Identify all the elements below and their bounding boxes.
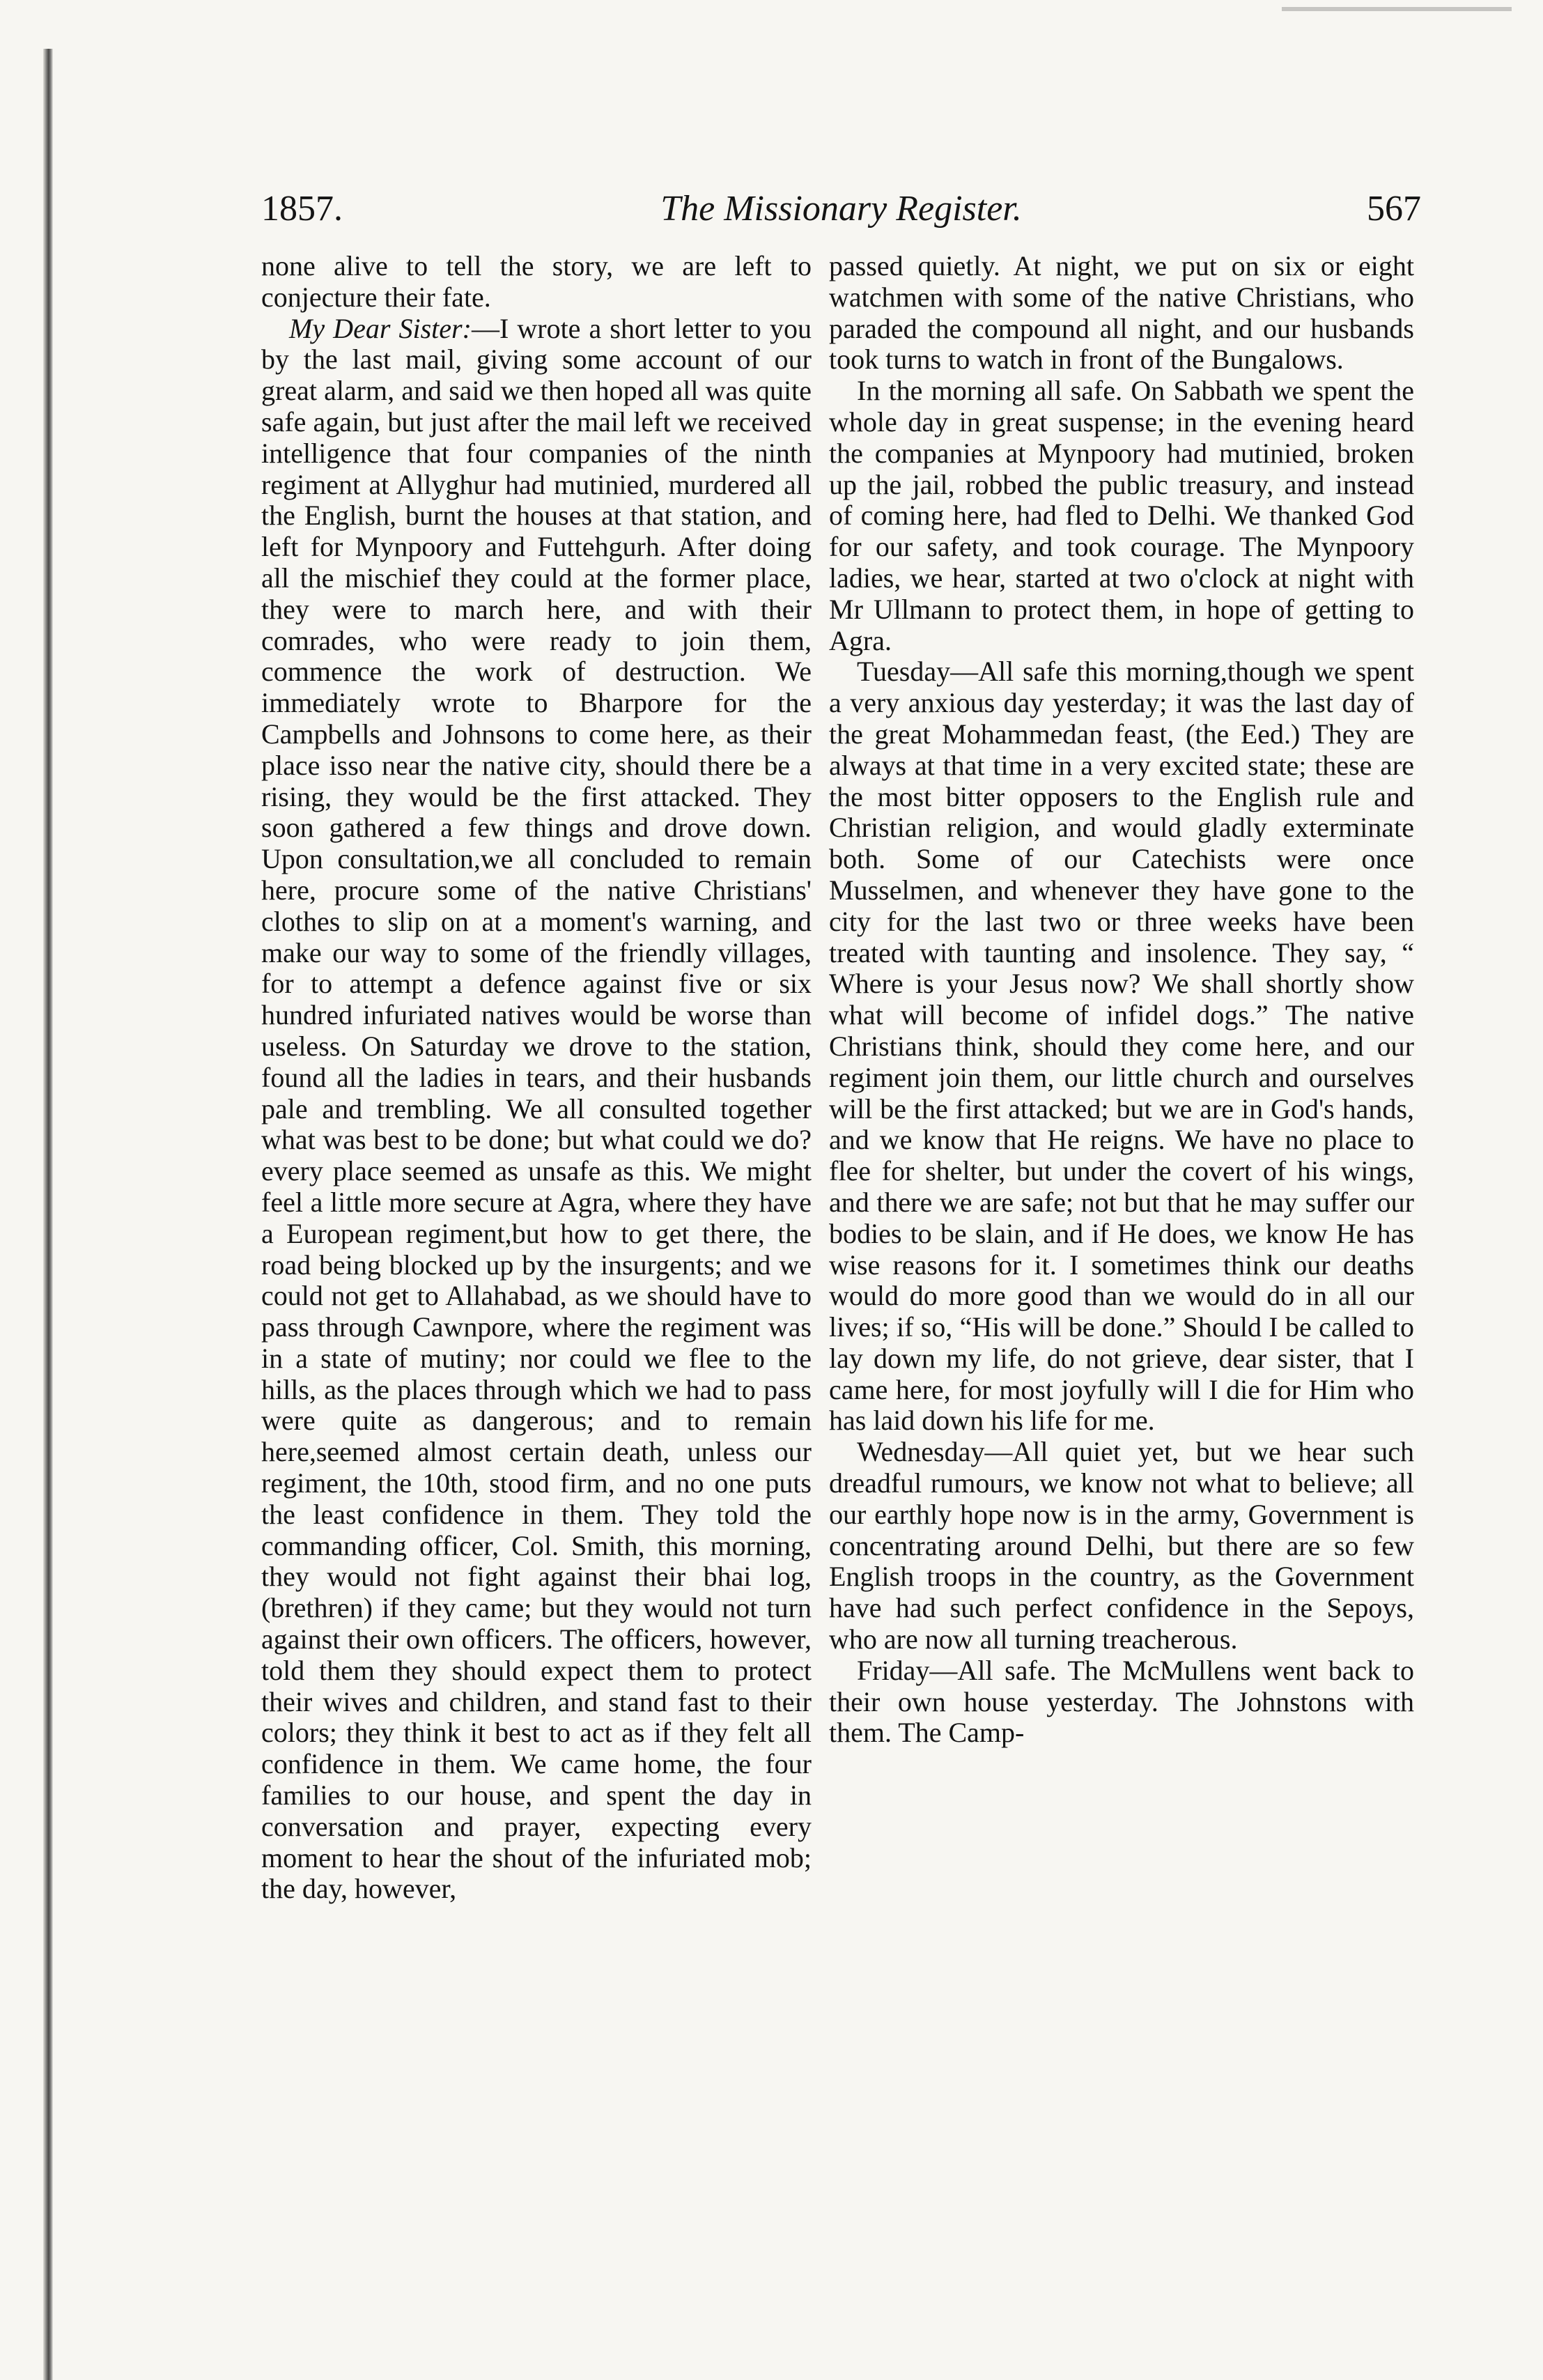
left-column <box>261 251 812 2355</box>
paragraph: Friday—All safe. The McMullens went back to their own house yesterday. The Johnstons with them. The Camp- <box>829 1654 1414 1749</box>
paragraph: passed quietly. At night, we put on six or eight watchmen with some of the native Christians, who paraded the compound all night, and our husbands took turns to watch in front of the Bungalows. <box>829 251 1414 376</box>
paragraph: none alive to tell the story, we are left to conjecture their fate. <box>261 251 812 313</box>
journal-title: The Missionary Register. <box>660 189 1022 229</box>
letter-text: —I wrote a short letter to you by the last mail, giving some account of our great alarm, and said we then hoped all was quite safe again, but just after the mail left we received intelligence that four companies of the ninth regiment at Allyghur had mutinied, murdered all the English, burnt the houses at that station, and left for Mynpoory and Futtehgurh. After doing all the mischief they could at the former place, they were to march here, and with their comrades, who were ready to join them, commence the work of destruction. We immediately wrote to Bharpore for the Campbells and Johnsons to come here, as their place isso near the native city, should there be a rising, they would be the first attacked. They soon gathered a few things and drove down. Upon consultation,we all concluded to remain here, procure some of the native Christians' clothes to slip on at a moment's warning, and make our way to some of the friendly villages, for to attempt a defence against five or six hundred infuriated natives would be worse than useless. On Saturday we drove to the station, found all the ladies in tears, and their husbands pale and trembling. We all consulted together what was best to be done; but what could we do? every place seemed as unsafe as this. We might feel a little more secure at Agra, where they have a European regiment,but how to get there, the road being blocked up by the insurgents; and we could not get to Allahabad, as we should have to pass through Cawnpore, where the regiment was in a state of mutiny; nor could we flee to the hills, as the places through which we had to pass were quite as dangerous; and to remain here,seemed almost certain death, unless our regiment, the 10th, stood firm, and no one puts the least confidence in them. They told the commanding officer, Col. Smith, this morning, they would not fight against their bhai log, (brethren) if they came; but they would not turn against their own officers. The officers, however, told them they should expect them to protect their wives and children, and stand fast to their colors; they think it best to act as if they felt all confidence in them. We came home, the four families to our house, and spent the day in conversation and prayer, expecting every moment to hear the shout of the infuriated mob; the day, however, <box>261 312 812 1905</box>
page-number: 567 <box>1367 189 1421 229</box>
letter-salutation: My Dear Sister: <box>289 312 472 344</box>
letter-paragraph <box>261 314 812 1906</box>
paragraph: Wednesday—All quiet yet, but we hear such dreadful rumours, we know not what to believe; all our earthly hope now is in the army, Government is concentrating around Delhi, but there are so few English troops in the country, as the Government have had such perfect confidence in the Sepoys, who are now all turning treacherous. <box>829 1436 1414 1655</box>
running-header <box>261 174 1421 237</box>
paragraph: In the morning all safe. On Sabbath we spent the whole day in great suspense; in the evening heard the companies at Mynpoory had mutinied, broken up the jail, robbed the public treasury, and instead of coming here, had fled to Delhi. We thanked God for our safety, and took courage. The Mynpoory ladies, we hear, started at two o'clock at night with Mr Ullmann to protect them, in hope of getting to Agra. <box>829 375 1414 656</box>
right-column <box>829 251 1414 2355</box>
page-binding-edge <box>43 49 53 2380</box>
paragraph: Tuesday—All safe this morning,though we spent a very anxious day yesterday; it was the last day of the great Mohammedan feast, (the Eed.) They are always at that time in a very excited state; these are the most bitter opposers to the English rule and Christian religion, and would gladly exterminate both. Some of our Catechists were once Musselmen, and whenever they have gone to the city for the last two or three weeks have been treated with taunting and insolence. They say, “ Where is your Jesus now? We shall shortly show what will become of infidel dogs.” The native Christians think, should they come here, and our regiment join them, our little church and ourselves will be the first attacked; but we are in God's hands, and we know that He reigns. We have no place to flee for shelter, but under the covert of his wings, and there we are safe; not but that he may suffer our bodies to be slain, and if He does, we know He has wise reasons for it. I sometimes think our deaths would do more good than we would do in all our lives; if so, “His will be done.” Should I be called to lay down my life, do not grieve, dear sister, that I came here, for most joyfully will I die for Him who has laid down his life for me. <box>829 656 1414 1437</box>
header-year: 1857. <box>261 189 343 229</box>
scan-edge-mark <box>1282 7 1512 11</box>
